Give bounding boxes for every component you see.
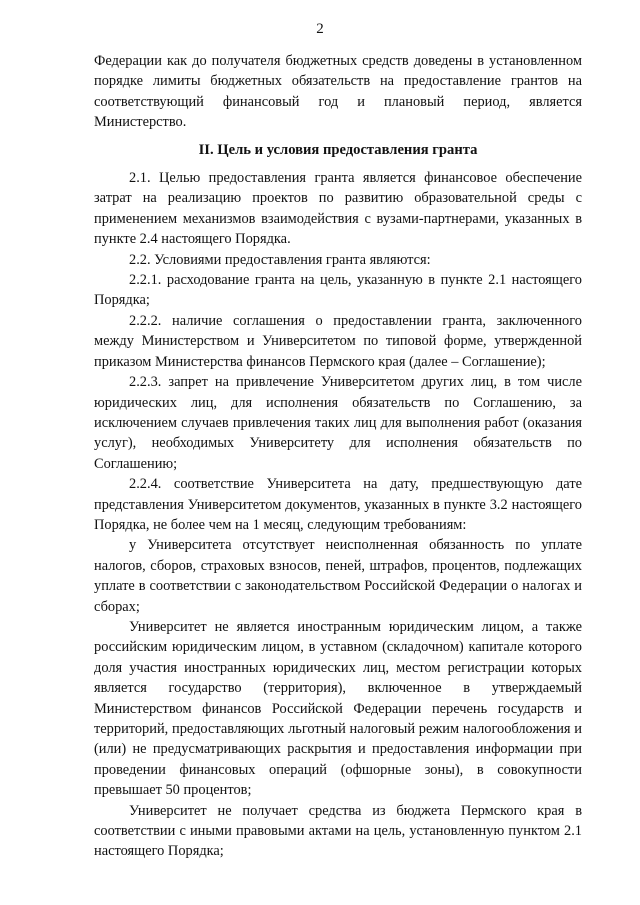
- paragraph-continuation: Федерации как до получателя бюджетных средств доведены в установленном порядке лимиты бюджетных обязательств на предоставление грантов на соответствующий финансовый год и плановый период, является Министерство.: [94, 53, 582, 131]
- paragraph-2-2-4: 2.2.4. соответствие Университета на дату, предшествующую дате представления Университетом документов, указанных в пункте 3.2 настоящего Порядка, не более чем на 1 месяц, следующим требованиям:: [94, 476, 582, 533]
- paragraph-2-2: 2.2. Условиями предоставления гранта являются:: [129, 251, 431, 268]
- paragraph-2-1: 2.1. Целью предоставления гранта является финансовое обеспечение затрат на реализацию проектов по развитию образовательной среды с применением механизмов взаимодействия с вузами-партнерами, указанных в пункте 2.4 настоящего Порядка.: [94, 170, 582, 248]
- page-number: 2: [316, 21, 324, 37]
- paragraph-2-2-3: 2.2.3. запрет на привлечение Университетом других лиц, в том числе юридических лиц, для исполнения обязательств по Соглашению, за исключением случаев привлечения таких лиц для выполнения работ (оказания услуг), необходимых Университету для исполнения обязательств по Соглашению;: [94, 374, 582, 472]
- paragraph-2-2-1: 2.2.1. расходование гранта на цель, указанную в пункте 2.1 настоящего Порядка;: [94, 272, 582, 309]
- paragraph-requirement-foreign: Университет не является иностранным юридическим лицом, а также российским юридическим лицом, в уставном (складочном) капитале которого доля участия иностранных юридических лиц, местом регистрации которых является государство (территория), включенное в утверждаемый Министерством финансов Российской Федерации перечень государств и территорий, предоставляющих льготный налоговый режим налогообложения и (или) не предусматривающих раскрытия и предоставления информации при проведении финансовых операций (офшорные зоны), в совокупности превышает 50 процентов;: [94, 618, 582, 799]
- paragraph-2-2-2: 2.2.2. наличие соглашения о предоставлении гранта, заключенного между Министерством и Университетом по типовой форме, утвержденной приказом Министерства финансов Пермского края (далее – Соглашение);: [94, 312, 582, 370]
- paragraph-requirement-taxes: у Университета отсутствует неисполненная обязанность по уплате налогов, сборов, страховых взносов, пеней, штрафов, процентов, подлежащих уплате в соответствии с законодательством Российской Федерации о налогах и сборах;: [94, 537, 582, 615]
- document-body: [94, 51, 582, 862]
- section-heading: II. Цель и условия предоставления гранта: [198, 141, 478, 158]
- paragraph-requirement-budget: Университет не получает средства из бюджета Пермского края в соответствии с иными правовыми актами на цель, установленную пунктом 2.1 настоящего Порядка;: [94, 802, 582, 860]
